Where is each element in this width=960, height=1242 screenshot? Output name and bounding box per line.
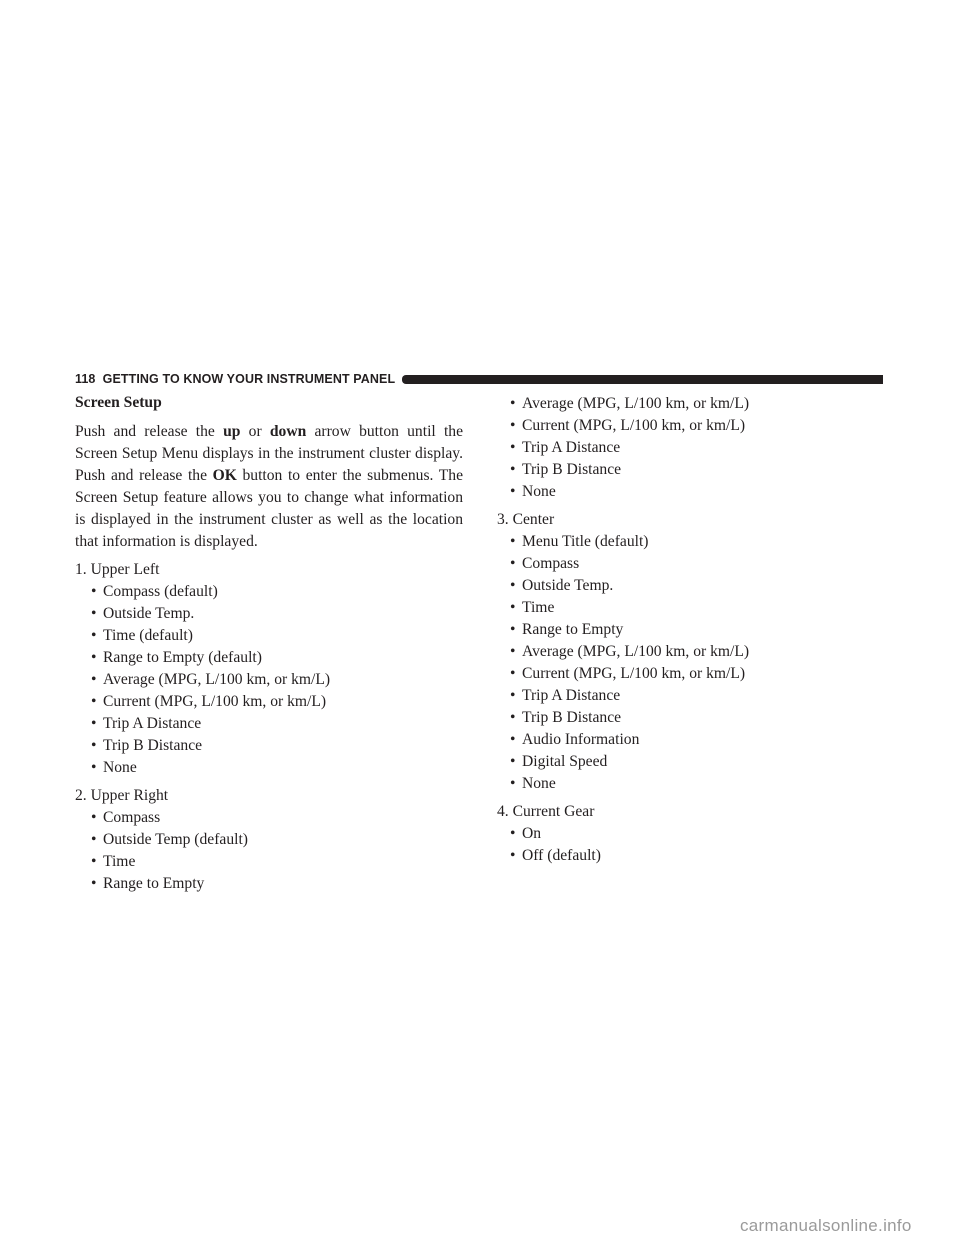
list-item-text: Trip A Distance [522,439,621,456]
bullet-icon: • [510,599,516,616]
bullet-icon: • [91,853,97,870]
bullet-icon: • [510,687,516,704]
list-item-text: Current (MPG, L/100 km, or km/L) [522,665,746,682]
bullet-icon: • [91,737,97,754]
bullet-icon: • [510,709,516,726]
list-item [495,553,885,575]
list-item-text: Time [103,853,136,870]
list-item [495,481,885,503]
list-item [495,641,885,663]
list-item [495,773,885,795]
header-text [75,371,395,387]
list-heading-center: 3. Center [497,511,555,528]
list-item [495,845,885,867]
left-column [75,393,463,901]
bullet-icon: • [91,627,97,644]
bullet-icon: • [510,847,516,864]
list-upper-right-continued [495,393,885,503]
list-item-text: Time (default) [103,627,193,644]
list-item [495,707,885,729]
paragraph-text: Push and release the [75,423,224,440]
list-item [75,735,463,757]
bullet-icon: • [510,643,516,660]
list-item-text: Current (MPG, L/100 km, or km/L) [522,417,746,434]
bullet-icon: • [510,621,516,638]
list-item-text: Compass [103,809,161,826]
list-item-text: Average (MPG, L/100 km, or km/L) [103,671,331,688]
bullet-icon: • [510,395,516,412]
list-item-text: Outside Temp (default) [103,831,248,848]
bullet-icon: • [510,825,516,842]
paragraph-text: or [240,423,270,440]
paragraph-bold-ok: OK [212,467,237,484]
list-item [75,851,463,873]
list-item-text: Compass (default) [103,583,218,600]
list-item [495,823,885,845]
list-item-text: None [522,775,556,792]
list-item-text: Average (MPG, L/100 km, or km/L) [522,395,750,412]
bullet-icon: • [91,831,97,848]
bullet-icon: • [510,555,516,572]
paragraph-bold-up: up [223,423,241,440]
list-item-text: Time [522,599,555,616]
list-item-text: Trip B Distance [522,461,622,478]
section-title: Screen Setup [75,394,162,411]
list-item-text: Trip B Distance [522,709,622,726]
list-item [495,531,885,553]
bullet-icon: • [91,649,97,666]
bullet-icon: • [510,533,516,550]
list-item-text: Outside Temp. [103,605,195,622]
bullet-icon: • [91,671,97,688]
bullet-icon: • [91,693,97,710]
list-item-text: Average (MPG, L/100 km, or km/L) [522,643,750,660]
list-item [495,685,885,707]
list-item-text: Current (MPG, L/100 km, or km/L) [103,693,327,710]
intro-paragraph [75,421,463,553]
list-item [75,713,463,735]
list-upper-right [75,807,463,895]
list-item [495,437,885,459]
list-item [75,625,463,647]
page-header [75,371,883,387]
list-item [75,807,463,829]
bullet-icon: • [91,605,97,622]
bullet-icon: • [91,715,97,732]
bullet-icon: • [510,577,516,594]
bullet-icon: • [510,461,516,478]
list-item [75,873,463,895]
bullet-icon: • [91,583,97,600]
list-heading-upper-right: 2. Upper Right [75,787,169,804]
list-item [495,751,885,773]
list-item [495,597,885,619]
list-item-text: Menu Title (default) [522,533,649,550]
list-item [495,619,885,641]
list-item-text: Outside Temp. [522,577,614,594]
bullet-icon: • [91,875,97,892]
list-item-text: Range to Empty (default) [103,649,262,666]
page-number: 118 [75,372,96,386]
list-center [495,531,885,795]
list-item [75,581,463,603]
bullet-icon: • [510,665,516,682]
list-item-text: Audio Information [522,731,640,748]
watermark: carmanualsonline.info [740,1216,912,1235]
header-rule [402,375,883,384]
list-item-text: Trip B Distance [103,737,203,754]
list-item-text: Trip A Distance [103,715,202,732]
paragraph-text: button to enter the submenus. The Screen Setup feature allows you to change what information is displayed in the instrument cluster as well as the location that information is displayed. [75,467,463,550]
list-item-text: Off (default) [522,847,601,864]
bullet-icon: • [510,439,516,456]
list-item-text: Trip A Distance [522,687,621,704]
bullet-icon: • [510,753,516,770]
list-item [75,647,463,669]
bullet-icon: • [510,417,516,434]
list-item-text: None [522,483,556,500]
list-item-text: Range to Empty [103,875,205,892]
list-item [75,669,463,691]
bullet-icon: • [510,731,516,748]
list-heading-upper-left: 1. Upper Left [75,561,160,578]
list-item-text: Compass [522,555,580,572]
bullet-icon: • [91,759,97,776]
bullet-icon: • [510,775,516,792]
list-upper-left [75,581,463,779]
list-item [75,829,463,851]
header-title: GETTING TO KNOW YOUR INSTRUMENT PANEL [102,372,396,386]
right-column [495,393,885,873]
list-item [75,691,463,713]
list-current-gear [495,823,885,867]
list-item [495,415,885,437]
list-item [495,459,885,481]
bullet-icon: • [91,809,97,826]
list-item-text: Digital Speed [522,753,608,770]
list-item [495,393,885,415]
list-item [495,575,885,597]
list-item-text: Range to Empty [522,621,624,638]
list-item [495,663,885,685]
bullet-icon: • [510,483,516,500]
paragraph-bold-down: down [269,423,307,440]
list-item [495,729,885,751]
list-item-text: On [522,825,542,842]
list-item-text: None [103,759,137,776]
list-item [75,757,463,779]
list-heading-current-gear: 4. Current Gear [497,803,595,820]
paragraph-text: arrow button until the Screen Setup Menu displays in the instrument cluster display. Push and release the [75,423,463,484]
list-item [75,603,463,625]
